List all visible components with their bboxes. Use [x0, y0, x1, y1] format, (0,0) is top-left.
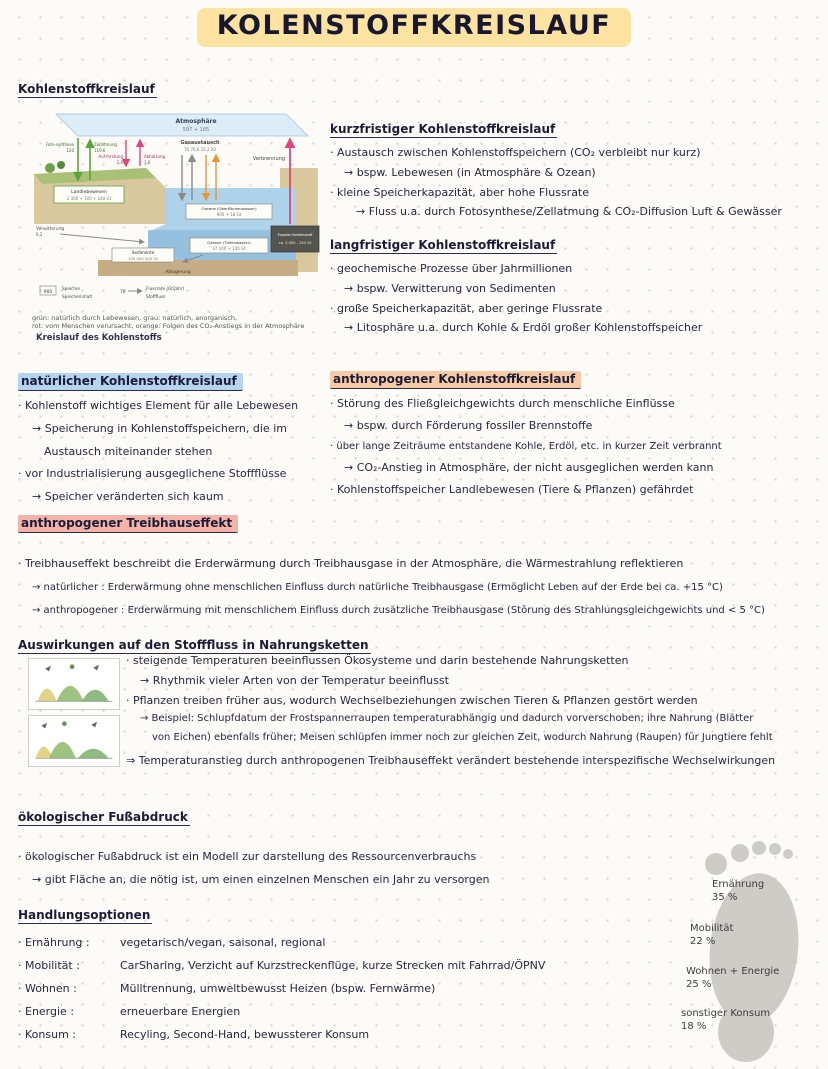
- zellatmung-value: 119,6: [94, 148, 106, 153]
- note-line: → bspw. Verwitterung von Sedimenten: [344, 281, 556, 295]
- page-title-wrap: [0, 8, 828, 47]
- bird-icon: [41, 723, 47, 729]
- note-line: · Treibhauseffekt beschreibt die Erderwärmung durch Treibhausgase in der Atmosphäre, die Wärmestrahlung reflektieren: [18, 557, 684, 570]
- frostspanner-diagramme: [28, 658, 120, 772]
- note-line: · Kohlenstoffspeicher Landlebewesen (Tiere & Pflanzen) gefährdet: [330, 482, 694, 496]
- ozeane-tiefenwasser-label: Ozeane (Tiefenwasser): [207, 240, 251, 245]
- note-line: · kleine Speicherkapazität, aber hohe Flussrate: [330, 185, 590, 199]
- segment-value: 22 %: [690, 936, 716, 947]
- option-label: · Mobilität :: [18, 959, 80, 972]
- note-line: · Störung des Fließgleichgewichts durch menschliche Einflüsse: [330, 397, 675, 410]
- caterpillar-icon: [62, 721, 67, 726]
- legend-stofffluss-label: Stofffluss: [146, 294, 166, 299]
- verwitterung-value: 0,2: [36, 232, 43, 237]
- section-handlungsoptionen: [18, 904, 658, 1051]
- bird-icon: [93, 665, 99, 671]
- frostspanner-chart-thumbnail-2: [28, 715, 120, 767]
- atmosphere-label: Atmosphäre: [175, 118, 217, 125]
- handlungsoption-row: [18, 1005, 658, 1018]
- ozeane-tiefenwasser-value: 37 100 + 100 Gt: [212, 246, 246, 251]
- option-value: erneuerbare Energien: [120, 1005, 241, 1018]
- section-kurzfristig: [330, 118, 826, 225]
- note-line: · große Speicherkapazität, aber geringe Flussrate: [330, 301, 603, 315]
- note-line: · vor Industrialisierung ausgeglichene Stoffflüsse: [18, 467, 287, 481]
- abholzung-value: 1,6: [144, 160, 151, 165]
- page-title: KOLENSTOFFKREISLAUF: [216, 10, 612, 41]
- note-line: → bspw. durch Förderung fossiler Brennstoffe: [344, 418, 593, 432]
- fotosynthese-value: 120: [66, 148, 74, 153]
- handlungsoption-row: [18, 1028, 658, 1041]
- legend-speicher-number: 900: [43, 290, 53, 295]
- legend-speicherinhalt-label: Speicherinhalt: [62, 294, 93, 299]
- note-line: ⇒ Temperaturanstieg durch anthropogenen Treibhauseffekt verändert bestehende interspezifische Wechselwirkungen: [126, 754, 776, 768]
- aufforstung-label: Auf-forstung: [98, 154, 123, 159]
- nahrungsketten-heading: Auswirkungen auf den Stofffluss in Nahrungsketten: [18, 638, 369, 652]
- tree-icon: [45, 163, 55, 173]
- gasaustausch-label: Gasaustausch: [180, 140, 220, 146]
- handlungsoption-row: [18, 982, 658, 995]
- option-value: CarSharing, Verzicht auf Kurzstreckenflüge, kurze Strecken mit Fahrrad/ÖPNV: [120, 959, 546, 972]
- note-line: · steigende Temperaturen beeinflussen Ökosysteme und darin bestehende Nahrungsketten: [126, 654, 629, 667]
- section-anthropogen: [330, 368, 828, 503]
- footprint-segment: [686, 965, 779, 991]
- section-kohlenstoffkreislauf: [18, 78, 157, 98]
- segment-label: sonstiger Konsum: [681, 1008, 771, 1019]
- section-heading: Kohlenstoffkreislauf: [18, 82, 155, 96]
- fussabdruck-heading: ökologischer Fußabdruck: [18, 810, 188, 824]
- aufforstung-value: 2,6: [116, 160, 123, 165]
- langfristig-heading: langfristiger Kohlenstoffkreislauf: [330, 238, 556, 252]
- section-nahrungsketten-heading: [18, 634, 371, 654]
- option-label: · Energie :: [18, 1005, 75, 1018]
- option-label: · Ernährung :: [18, 936, 90, 949]
- note-line: · Pflanzen treiben früher aus, wodurch Wechselbeziehungen zwischen Tieren & Pflanzen gestört werden: [126, 693, 698, 707]
- fossiler-kohlenstoff-box: [271, 226, 319, 252]
- note-line: → bspw. Lebewesen (in Atmosphäre & Ozean): [344, 165, 596, 179]
- note-line: · Austausch zwischen Kohlenstoffspeichern (CO₂ verbleibt nur kurz): [330, 146, 701, 159]
- note-line: von Eichen) ebenfalls früher; Meisen schlüpfen immer noch zur gleichen Zeit, wodurch Nahrung (Raupen) für Jungtiere fehlt: [152, 731, 773, 743]
- note-line: → Beispiel: Schlupfdatum der Frostspannerraupen temperaturabhängig und dadurch vorverschoben; ihre Nahrung (Blätter: [140, 713, 754, 725]
- note-line: → natürlicher : Erderwärmung ohne menschlichen Einfluss durch natürliche Treibhausgase (Ermöglicht Leben auf der Erde bei ca. +15 °C): [32, 581, 723, 593]
- handlungsoption-row: [18, 936, 658, 949]
- note-line: · Kohlenstoff wichtiges Element für alle Lebewesen: [18, 399, 299, 412]
- segment-label: Ernährung: [712, 879, 765, 890]
- legend-fluss-number: 70: [120, 290, 126, 295]
- verbrennung-label: Verbrennung: [252, 156, 285, 162]
- segment-label: Wohnen + Energie: [686, 966, 780, 977]
- option-value: vegetarisch/vegan, saisonal, regional: [120, 936, 326, 949]
- gasaustausch-values: 70 70,6 22,2 20: [184, 147, 216, 152]
- abholzung-label: Abholzung: [144, 154, 166, 159]
- sedimente-value: 100 000 000 Gt: [128, 256, 158, 261]
- note-line: · über lange Zeiträume entstandene Kohle, Erdöl, etc. in kurzer Zeit verbrannt: [330, 440, 722, 452]
- segment-value: 25 %: [686, 979, 712, 990]
- big-toe: [705, 853, 727, 875]
- note-line: → CO₂-Anstieg in Atmosphäre, der nicht ausgeglichen werden kann: [344, 461, 714, 474]
- option-value: Recyling, Second-Hand, bewussterer Konsum: [120, 1028, 370, 1041]
- frostspanner-chart-thumbnail-1: [28, 658, 120, 710]
- note-line: → Litosphäre u.a. durch Kohle & Erdöl großer Kohlenstoffspeicher: [344, 321, 703, 335]
- section-fussabdruck: [18, 806, 658, 893]
- footprint-segment: [690, 922, 733, 948]
- note-line: → Fluss u.a. durch Fotosynthese/Zellatmung & CO₂-Diffusion Luft & Gewässer: [356, 205, 782, 219]
- footprint-segment: [712, 878, 764, 904]
- diagram-footnote-2: rot: vom Menschen verursacht, orange: Folgen des CO₂-Anstiegs in der Atmosphäre: [32, 322, 305, 331]
- segment-value: 35 %: [712, 892, 738, 903]
- diagram-caption: Kreislauf des Kohlenstoffs: [36, 333, 162, 344]
- footprint-segment: [681, 1007, 770, 1033]
- section-nahrungsketten-text: [126, 654, 826, 774]
- caterpillar-icon: [70, 664, 75, 669]
- zellatmung-label: Zellatmung: [94, 142, 117, 147]
- diagram-footnotes: [28, 314, 324, 330]
- tree-icon: [57, 161, 65, 169]
- oekologischer-fussabdruck-grafik: [666, 834, 822, 1066]
- option-value: Mülltrennung, umweltbewusst Heizen (bspw. Fernwärme): [120, 982, 436, 995]
- atmosphere-value: 597 + 165: [182, 127, 210, 133]
- handlungsoptionen-heading: Handlungsoptionen: [18, 908, 151, 922]
- landlebewesen-label: Landlebewesen: [71, 190, 107, 195]
- note-line: → Speicherung in Kohlenstoffspeichern, die im: [32, 421, 287, 435]
- option-label: · Wohnen :: [18, 982, 77, 995]
- section-treibhauseffekt: [18, 512, 820, 624]
- note-line: → gibt Fläche an, die nötig ist, um einen einzelnen Menschen ein Jahr zu versorgen: [32, 872, 490, 886]
- legend-speicher-label: Speicher: [62, 286, 81, 291]
- landlebewesen-value: 2 300 + 100 + 140 Gt: [66, 196, 112, 201]
- sedimente-label: Sedimente: [131, 250, 155, 255]
- note-line: · ökologischer Fußabdruck ist ein Modell zur darstellung des Ressourcenverbrauchs: [18, 850, 477, 863]
- note-line: → anthropogener : Erderwärmung mit menschlichem Einfluss durch zusätzliche Treibhausgase (Störung des Strahlungsgleichgewichts und < 5 °C): [32, 605, 765, 617]
- segment-value: 18 %: [681, 1021, 707, 1032]
- handlungsoption-row: [18, 959, 658, 972]
- segment-label: Mobilität: [690, 923, 734, 934]
- note-line: → Speicher veränderten sich kaum: [32, 490, 224, 503]
- title-highlight: [197, 8, 631, 47]
- kohlenstoffkreislauf-diagramm: [28, 110, 324, 343]
- natuerlich-heading: natürlicher Kohlenstoffkreislauf: [18, 373, 243, 391]
- ozeane-oberflaeche-value: 900 + 18 Gt: [216, 212, 242, 217]
- note-line: Austausch miteinander stehen: [44, 444, 213, 458]
- verwitterung-arrow: [60, 234, 144, 242]
- bird-icon: [91, 722, 97, 728]
- carbon-cycle-figure: [28, 110, 324, 308]
- section-langfristig: [330, 234, 826, 341]
- fossiler-kohlenstoff-label: Fossiler Kohlenstoff: [277, 233, 313, 237]
- fossiler-kohlenstoff-value: ca. 5 000 - 244 Gt: [278, 241, 312, 245]
- anthropogen-heading: anthropogener Kohlenstoffkreislauf: [330, 371, 581, 389]
- kurzfristig-heading: kurzfristiger Kohlenstoffkreislauf: [330, 122, 556, 136]
- note-line: · geochemische Prozesse über Jahrmillionen: [330, 262, 573, 275]
- bird-icon: [45, 666, 51, 672]
- ablagerung-label: Ablagerung: [165, 270, 191, 275]
- sediment-layer: [98, 260, 298, 276]
- option-label: · Konsum :: [18, 1028, 76, 1041]
- diagram-footnote-1: grün: natürlich durch Lebewesen, grau: natürlich, anorganisch,: [32, 314, 238, 322]
- note-line: → Rhythmik vieler Arten von der Temperatur beeinflusst: [140, 673, 449, 687]
- ozeane-oberflaeche-label: Ozeane (Oberflächenwasser): [201, 206, 257, 211]
- legend-flussrate-label: Flussrate (Gt/Jahr): [146, 286, 185, 291]
- treibhauseffekt-heading: anthropogener Treibhauseffekt: [18, 515, 238, 533]
- fotosynthese-label: Foto-synthese: [45, 142, 74, 147]
- verwitterung-label: Verwitterung: [36, 227, 65, 232]
- section-natuerlich: [18, 370, 328, 510]
